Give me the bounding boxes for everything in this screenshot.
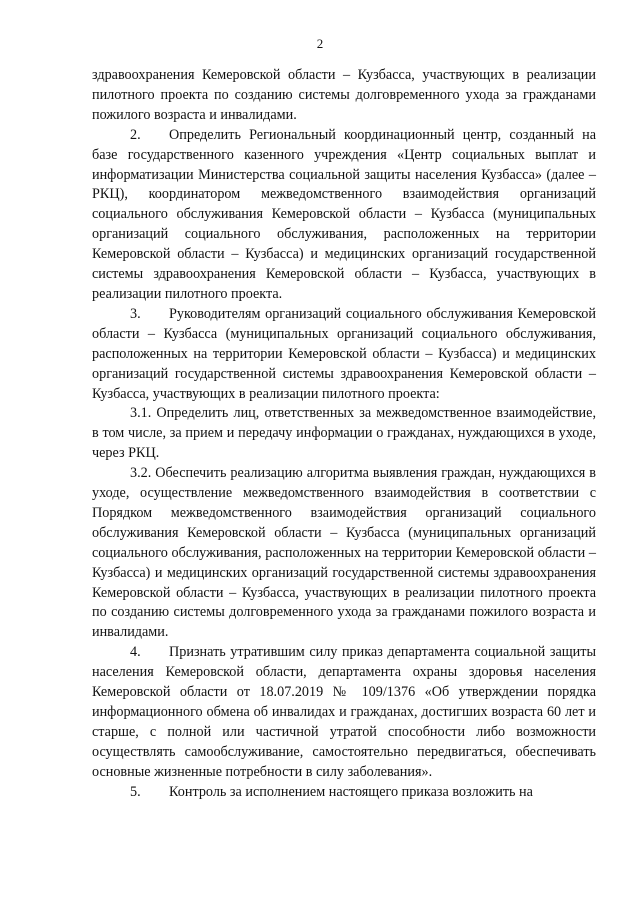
paragraph-item-2: 2. Определить Региональный координационный центр, созданный на базе государственного казенного учреждения «Центр социальных выплат и информатизации Министерства социальной защиты населения Кузбасса» (далее – РКЦ), координатором межведомственного взаимодействия организаций социального обслуживания Кемеровской области – Кузбасса (муниципальных организаций социального обслуживания, расположенных на территории Кемеровской области – Кузбасса) и медицинских организаций государственной системы здравоохранения Кемеровской области – Кузбасса, участвующих в реализации пилотного проекта.	[92, 126, 596, 302]
paragraph-item-3-1: 3.1. Определить лиц, ответственных за межведомственное взаимодействие, в том числе, за прием и передачу информации о гражданах, нуждающихся в уходе, через РКЦ.	[92, 405, 596, 462]
document-body	[92, 66, 596, 803]
paragraph-item-5: 5. Контроль за исполнением настоящего приказа возложить на	[130, 783, 533, 800]
paragraph-item-4: 4. Признать утратившим силу приказ департамента социальной защиты населения Кемеровской области, департамента охраны здоровья населения Кемеровской области от 18.07.2019 № 109/1376 «Об утверждении порядка информационного обмена об инвалидах и гражданах, достигших возраста 60 лет и старше, с полной или частичной утратой способности либо возможности осуществлять самообслуживание, самостоятельно передвигаться, обеспечивать основные жизненные потребности в силу заболевания».	[92, 644, 596, 780]
paragraph-continuation: здравоохранения Кемеровской области – Кузбасса, участвующих в реализации пилотного проекта по созданию системы долговременного ухода за гражданами пожилого возраста и инвалидами.	[92, 67, 596, 123]
page-number: 2	[316, 36, 324, 51]
paragraph-item-3: 3. Руководителям организаций социального обслуживания Кемеровской области – Кузбасса (муниципальных организаций социального обслуживания, расположенных на территории Кемеровской области – Кузбасса) и медицинских организаций государственной системы здравоохранения Кемеровской области – Кузбасса, участвующих в реализации пилотного проекта:	[92, 305, 596, 402]
paragraph-item-3-2: 3.2. Обеспечить реализацию алгоритма выявления граждан, нуждающихся в уходе, осуществление межведомственного взаимодействия в соответствии с Порядком межведомственного взаимодействия организаций социального обслуживания Кемеровской области – Кузбасса (муниципальных организаций социального обслуживания, расположенных на территории Кемеровской области – Кузбасса) и медицинских организаций государственной системы здравоохранения Кемеровской области – Кузбасса, участвующих в реализации пилотного проекта по созданию системы долговременного ухода за гражданами пожилого возраста и инвалидами.	[92, 465, 596, 641]
